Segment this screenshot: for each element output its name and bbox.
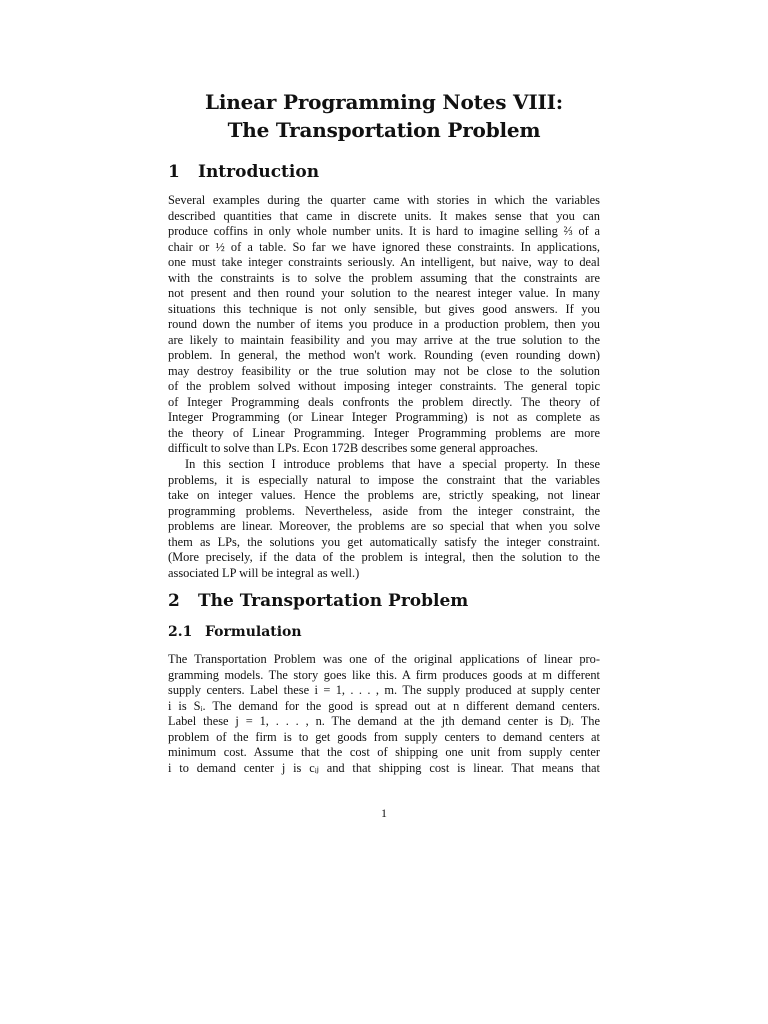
text-line: described quantities that came in discrete units. It makes sense that you can	[168, 208, 600, 223]
text-line: i to demand center j is cᵢⱼ and that shipping cost is linear. That means that	[168, 760, 600, 775]
text-line: (More precisely, if the data of the problem is integral, then the solution to the	[168, 550, 600, 564]
intro-paragraph-1	[168, 193, 600, 457]
text-line: round down the number of items you produce in a production problem, then you	[168, 317, 600, 331]
text-line: not present and then round your solution to the nearest integer value. In many	[168, 286, 600, 300]
text-line: problems are linear. Moreover, the problems are so special that when you solve	[168, 519, 600, 533]
text-line: i is Sᵢ. The demand for the good is spread out at n different demand centers.	[168, 698, 600, 713]
text-line: supply centers. Label these i = 1, . . . , m. The supply produced at supply center	[168, 683, 600, 697]
text-line: of Integer Programming deals confronts the problem directly. The theory of	[168, 394, 600, 409]
subsection-title: Formulation	[205, 624, 302, 640]
subsection-number: 2.1	[168, 624, 193, 640]
text-line: produce coffins in only whole number units. It is hard to imagine selling ⅔ of a	[168, 224, 600, 238]
title-line-2: The Transportation Problem	[227, 118, 541, 142]
text-line: minimum cost. Assume that the cost of shipping one unit from supply center	[168, 745, 600, 759]
text-line: Integer Programming (or Linear Integer Programming) is not as complete as	[168, 410, 600, 424]
text-line: Label these j = 1, . . . , n. The demand at the jth demand center is Dⱼ. The	[168, 714, 600, 728]
text-line: problem. In general, the method won't work. Rounding (even rounding down)	[168, 348, 600, 362]
text-line: programming problems. Nevertheless, aside from the integer constraint, the	[168, 503, 600, 518]
text-line: of the problem solved without imposing integer constraints. The general topic	[168, 379, 600, 393]
text-line: gramming models. The story goes like this. A firm produces goods at m different	[168, 667, 600, 682]
document-title	[0, 88, 768, 144]
text-line: difficult to solve than LPs. Econ 172B describes some general approaches.	[168, 441, 539, 455]
text-line: are likely to maintain feasibility and you may arrive at the true solution to the	[168, 332, 600, 347]
section-title: Introduction	[198, 162, 320, 182]
subsection-heading-formulation	[168, 623, 302, 641]
text-line: Several examples during the quarter came with stories in which the variables	[168, 193, 600, 207]
section-heading-introduction	[168, 162, 319, 182]
text-line: take on integer values. Hence the problems are, strictly speaking, not linear	[168, 488, 600, 502]
section-heading-transportation	[168, 591, 468, 611]
text-line: situations this technique is not only sensible, but gives good answers. If you	[168, 301, 600, 316]
text-line: The Transportation Problem was one of the original applications of linear pro-	[168, 652, 600, 666]
title-line-1: Linear Programming Notes VIII:	[205, 90, 563, 114]
text-line: with the constraints is to solve the problem assuming that the constraints are	[168, 270, 600, 285]
text-line: problem of the firm is to get goods from supply centers to demand centers at	[168, 729, 600, 744]
text-line: them as LPs, the solutions you get automatically satisfy the integer constraint.	[168, 534, 600, 549]
section-number: 1	[168, 162, 180, 182]
text-line: one must take integer constraints seriously. An intelligent, but naive, way to deal	[168, 255, 600, 269]
text-line: associated LP will be integral as well.)	[168, 565, 360, 580]
intro-paragraph-2	[168, 457, 600, 581]
text-line: chair or ½ of a table. So far we have ignored these constraints. In applications,	[168, 239, 600, 254]
formulation-paragraph-1	[168, 652, 600, 776]
text-line: In this section I introduce problems that have a special property. In these	[185, 457, 600, 471]
section-title: The Transportation Problem	[198, 591, 469, 611]
text-line: may destroy feasibility or the true solution may not be close to the solution	[168, 363, 600, 378]
text-line: problems, it is especially natural to impose the constraint that the variables	[168, 472, 600, 487]
section-number: 2	[168, 591, 180, 611]
text-line: the theory of Linear Programming. Integer Programming problems are more	[168, 425, 600, 440]
page-number: 1	[381, 806, 387, 820]
